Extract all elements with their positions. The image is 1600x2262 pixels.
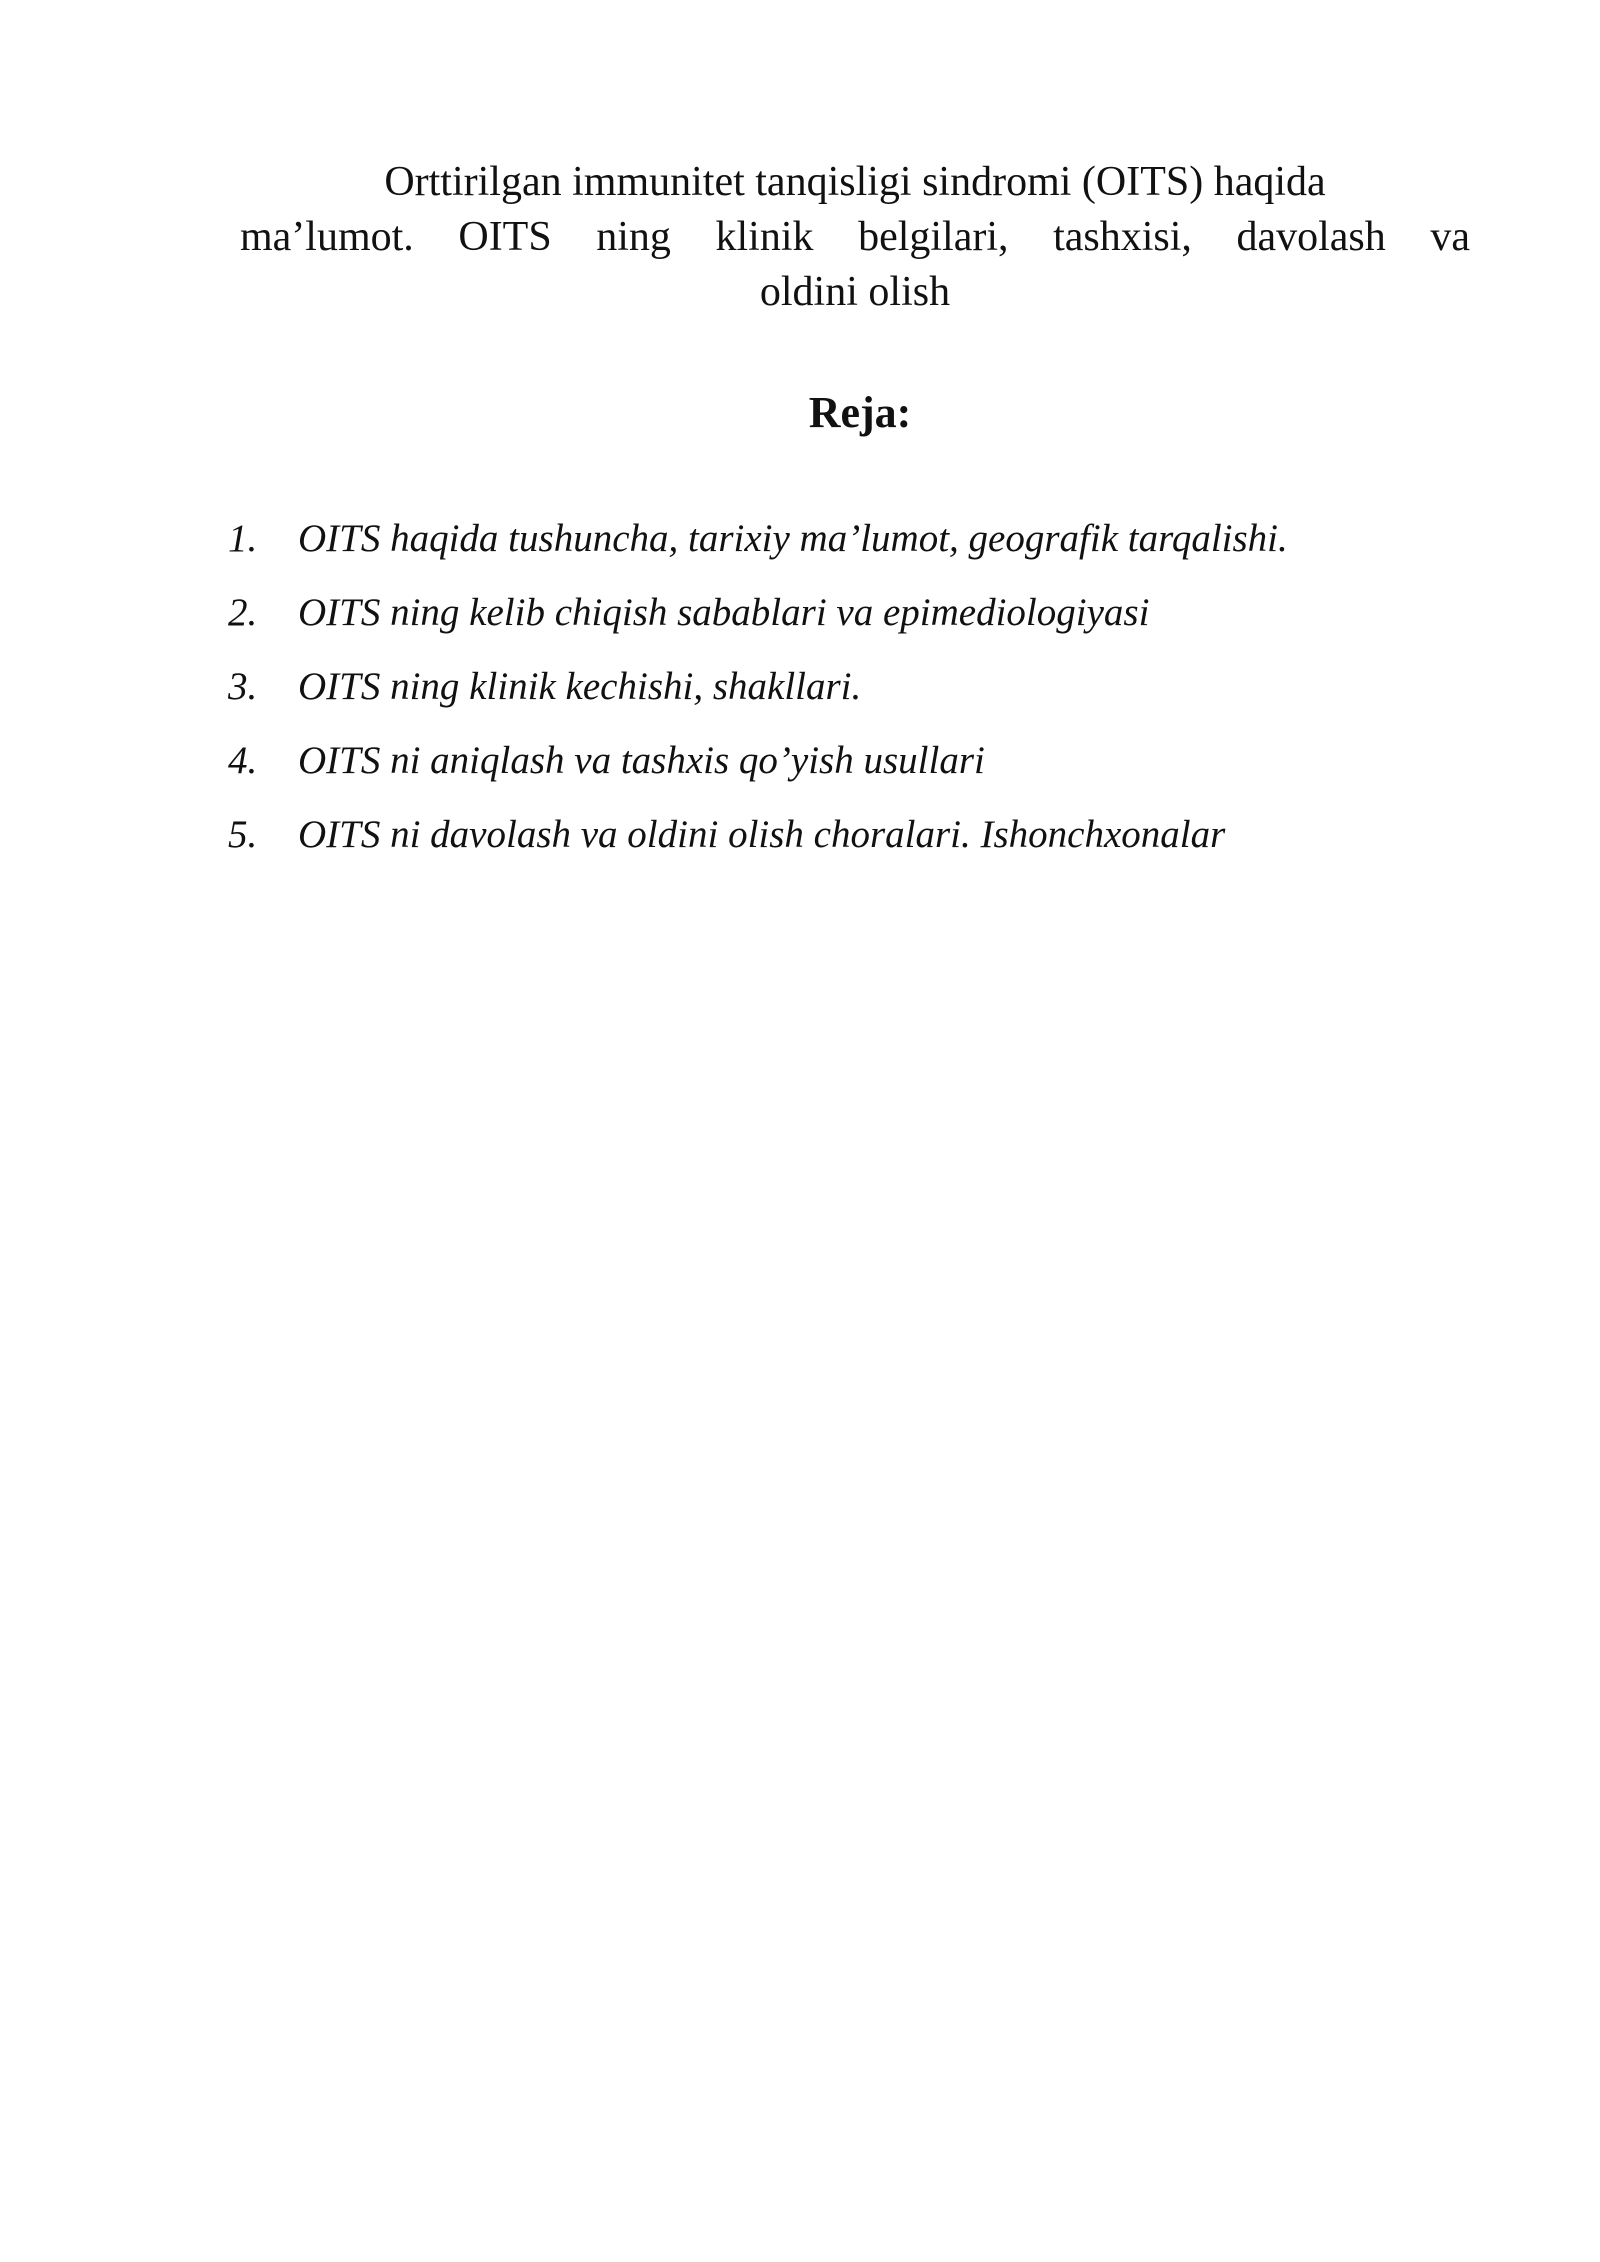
plan-item-number: 4. [228, 739, 258, 782]
plan-item-text: OITS ni aniqlash va tashxis qo’yish usullari [298, 739, 985, 782]
plan-item-number: 1. [228, 517, 258, 560]
document-title [240, 155, 1470, 320]
plan-list-item [228, 798, 1288, 872]
plan-list-item [228, 502, 1288, 576]
plan-list [228, 502, 1288, 872]
plan-list-item [228, 650, 1288, 724]
plan-heading: Reja: [808, 388, 912, 437]
title-line: oldini olish [759, 269, 951, 315]
plan-item-text: OITS ning klinik kechishi, shakllari. [298, 665, 862, 708]
plan-item-text: OITS ning kelib chiqish sabablari va epimediologiyasi [298, 591, 1150, 634]
plan-item-text: OITS ni davolash va oldini olish choralari. Ishonchxonalar [298, 813, 1226, 856]
plan-list-item [228, 576, 1288, 650]
plan-item-number: 5. [228, 813, 258, 856]
title-line: Orttirilgan immunitet tanqisligi sindromi (OITS) haqida [384, 159, 1326, 205]
plan-list-item [228, 724, 1288, 798]
plan-item-number: 2. [228, 591, 258, 634]
plan-item-text: OITS haqida tushuncha, tarixiy ma’lumot, geografik tarqalishi. [298, 517, 1288, 560]
plan-item-number: 3. [228, 665, 258, 708]
title-line: ma’lumot. OITS ning klinik belgilari, tashxisi, davolash va [240, 214, 1470, 260]
